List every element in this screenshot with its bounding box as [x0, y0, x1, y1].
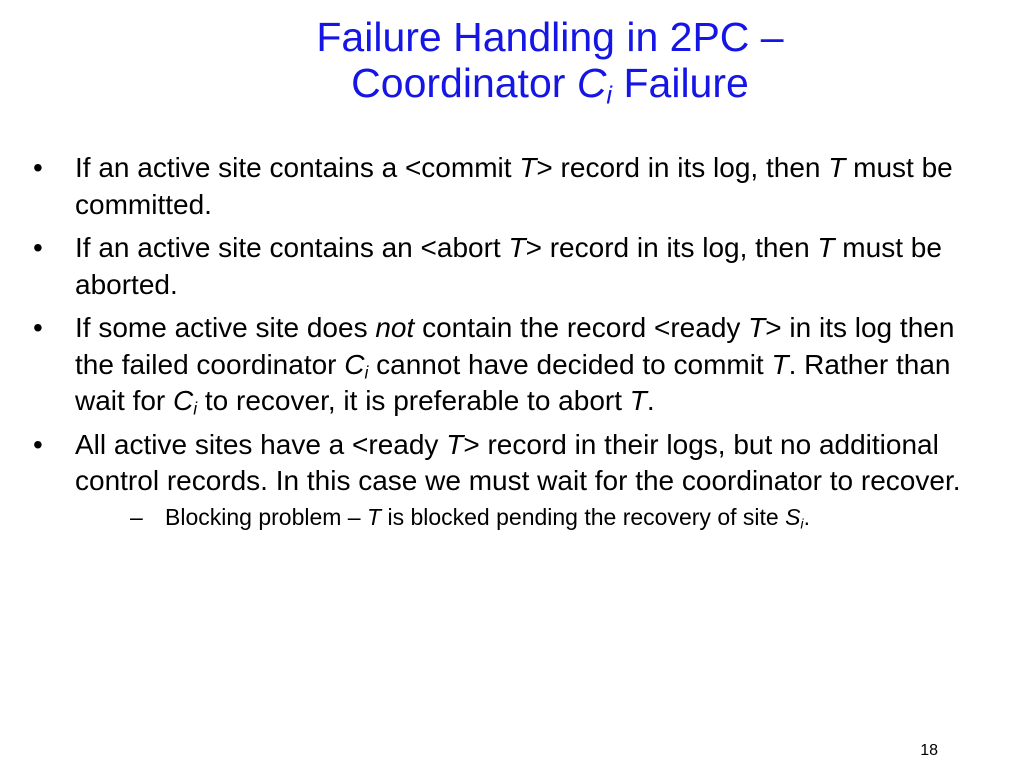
bullet-var: T [771, 348, 789, 380]
bullet-subscript: i [364, 361, 369, 382]
bullet-subscript: i [193, 398, 198, 419]
title-sub: i [606, 81, 613, 110]
bullet-text: If an active site contains a <commit [75, 152, 520, 183]
bullet-item-1 [30, 150, 1000, 223]
bullet-var: C [173, 385, 194, 416]
bullet-text: > record in its log, then [525, 232, 818, 263]
page-number: 18 [920, 742, 938, 759]
bullet-var: T [508, 232, 526, 263]
dash-glyph: – [130, 503, 143, 530]
bullet-text: > record in their logs, but no additional control records. In this case we must wait for the coordinator to recover. [75, 428, 961, 496]
bullet-glyph: • [33, 152, 43, 183]
bullet-text: . [646, 385, 655, 416]
bullet-text: . Rather than wait for [75, 348, 951, 416]
sub-bullet-subscript: i [800, 516, 804, 533]
bullet-item-2 [30, 230, 1000, 303]
bullet-text: cannot have decided to commit [368, 348, 772, 380]
sub-bullet-text: . [803, 503, 810, 530]
bullet-glyph: • [33, 232, 43, 263]
slide-body [30, 150, 1000, 539]
bullet-text: All active sites have a <ready [75, 428, 447, 460]
bullet-var: T [446, 428, 464, 460]
bullet-emphasis: not [375, 312, 415, 343]
bullet-var: T [629, 385, 647, 416]
bullet-text: contain the record <ready [414, 312, 749, 343]
sub-bullet-text: is blocked pending the recovery of site [381, 503, 786, 530]
bullet-text: If an active site contains an <abort [75, 232, 509, 263]
title-line-2 [150, 60, 950, 110]
slide-title [150, 14, 950, 110]
bullet-glyph: • [33, 312, 43, 343]
bullet-item-3 [30, 310, 1000, 420]
bullet-text: must be aborted. [75, 232, 942, 300]
bullet-var: T [748, 312, 766, 343]
bullet-text: > record in its log, then [536, 152, 829, 183]
bullet-text: If some active site does [75, 312, 376, 343]
bullet-var: C [344, 348, 365, 380]
bullet-text: > in its log then the failed coordinator [75, 312, 955, 380]
title-end: Failure [623, 60, 749, 106]
title-text: Coordinator [351, 60, 566, 106]
title-var: C [576, 60, 607, 106]
sub-bullet-var: S [785, 503, 801, 530]
bullet-var: T [519, 152, 537, 183]
title-line-1: Failure Handling in 2PC – [316, 14, 784, 60]
bullet-text: to recover, it is preferable to abort [197, 385, 630, 416]
bullet-var: T [828, 152, 846, 183]
bullet-var: T [817, 232, 835, 263]
sub-bullet-text: Blocking problem – [165, 503, 367, 530]
bullet-text: must be committed. [75, 152, 953, 220]
bullet-item-4 [30, 427, 1000, 532]
sub-bullet-item [75, 502, 1000, 532]
bullet-glyph: • [33, 428, 43, 460]
sub-bullet-var: T [367, 503, 382, 530]
